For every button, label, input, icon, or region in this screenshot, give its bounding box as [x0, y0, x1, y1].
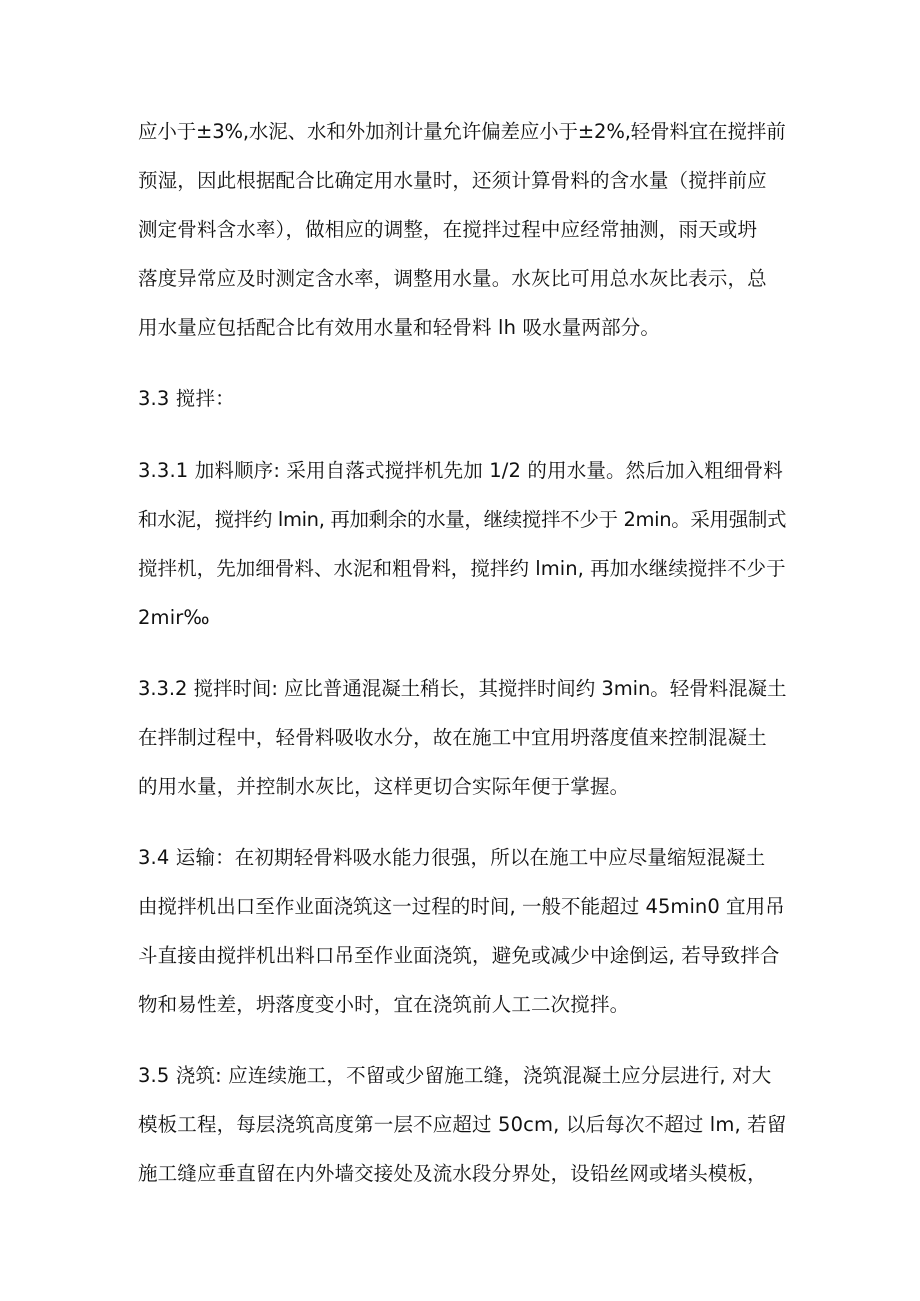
paragraph-line: 和水泥，搅拌约 lmin, 再加剩余的水量，继续搅拌不少于 2min。采用强制式: [138, 508, 787, 531]
paragraph-line: 预湿，因此根据配合比确定用水量时，还须计算骨料的含水量（搅拌前应: [138, 169, 767, 192]
paragraph-line: 斗直接由搅拌机出料口吊至作业面浇筑，避免或减少中途倒运, 若导致拌合: [138, 944, 780, 967]
paragraph-line: 物和易性差，坍落度变小时，宜在浇筑前人工二次搅拌。: [138, 993, 630, 1016]
paragraph-line: 3.3.1 加料顺序: 采用自落式搅拌机先加 1/2 的用水量。然后加入粗细骨料: [138, 459, 783, 482]
paragraph-line: 3.4 运输：在初期轻骨料吸水能力很强，所以在施工中应尽量缩短混凝土: [138, 846, 766, 869]
paragraph-line: 用水量应包括配合比有效用水量和轻骨料 lh 吸水量两部分。: [138, 316, 661, 339]
paragraph-line: 2mir‰: [138, 606, 210, 629]
paragraph-line: 由搅拌机出口至作业面浇筑这一过程的时间, 一般不能超过 45min0 宜用吊: [138, 895, 785, 918]
paragraph-line: 落度异常应及时测定含水率，调整用水量。水灰比可用总水灰比表示，总: [138, 267, 767, 290]
paragraph-line: 的用水量，并控制水灰比，这样更切合实际年便于掌握。: [138, 775, 630, 798]
paragraph-line: 3.5 浇筑: 应连续施工，不留或少留施工缝，浇筑混凝土应分层进行, 对大: [138, 1064, 772, 1087]
section-heading: 3.3 搅拌：: [138, 387, 235, 410]
paragraph-line: 模板工程，每层浇筑高度第一层不应超过 50cm, 以后每次不超过 lm, 若留: [138, 1113, 787, 1136]
paragraph-line: 测定骨料含水率），做相应的调整，在搅拌过程中应经常抽测，雨天或坍: [138, 218, 758, 241]
paragraph-line: 施工缝应垂直留在内外墙交接处及流水段分界处，设铅丝网或堵头模板，: [138, 1162, 767, 1185]
paragraph-line: 应小于±3%,水泥、水和外加剂计量允许偏差应小于±2%,轻骨料宜在搅拌前: [138, 120, 786, 143]
paragraph-line: 搅拌机，先加细骨料、水泥和粗骨料，搅拌约 lmin, 再加水继续搅拌不少于: [138, 557, 786, 580]
paragraph-line: 3.3.2 搅拌时间: 应比普通混凝土稍长，其搅拌时间约 3min。轻骨料混凝土: [138, 677, 787, 700]
paragraph-line: 在拌制过程中，轻骨料吸收水分，故在施工中宜用坍落度值来控制混凝土: [138, 726, 767, 749]
